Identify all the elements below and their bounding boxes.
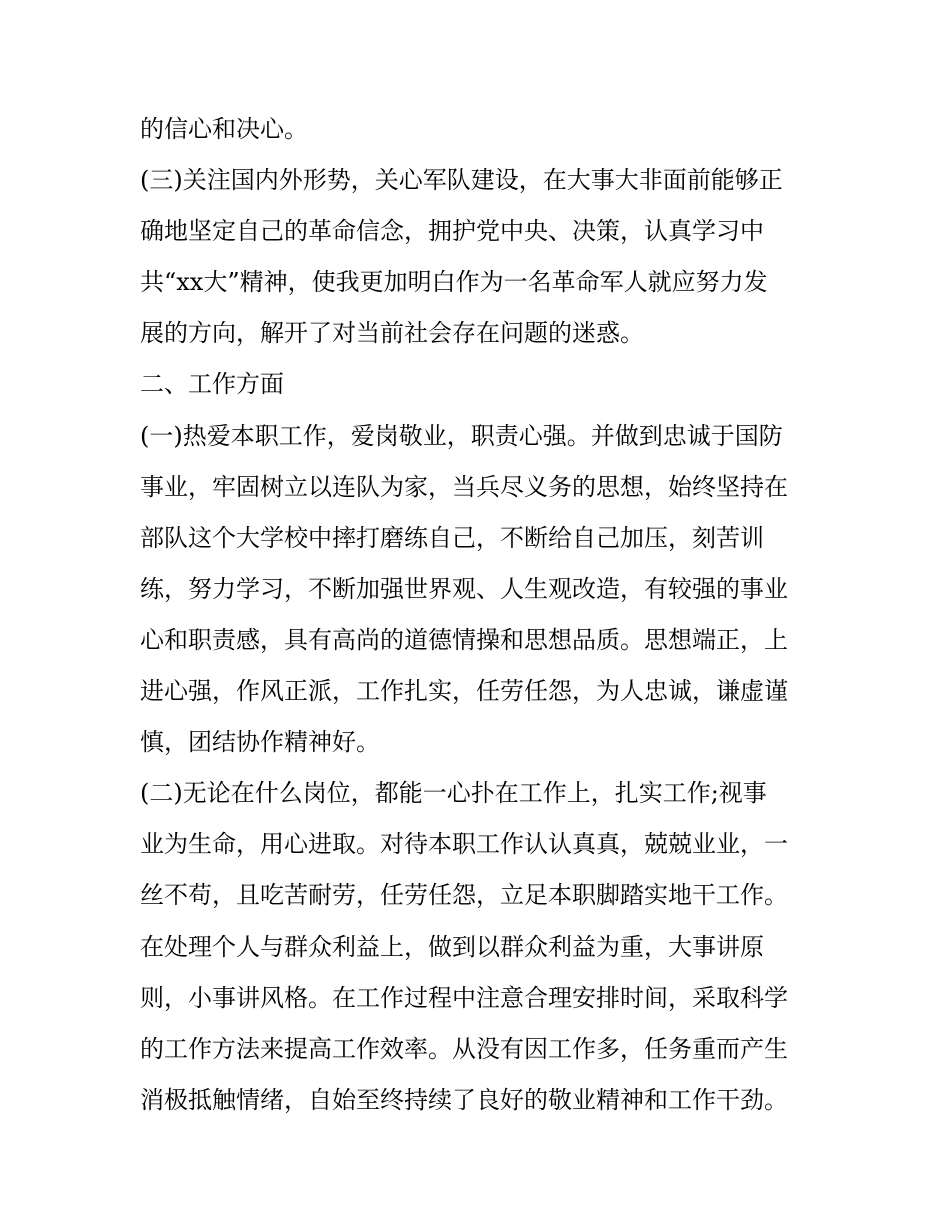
text-line-2: (三)关注国内外形势，关心军队建设，在大事大非面前能够正 [140, 166, 783, 195]
text-line-7: (一)热爱本职工作，爱岗敬业，职责心强。并做到忠诚于国防 [140, 421, 783, 450]
text-line-3: 确地坚定自己的革命信念，拥护党中央、决策，认真学习中 [140, 217, 764, 246]
text-line-9: 部队这个大学校中摔打磨练自己，不断给自己加压，刻苦训 [140, 523, 764, 552]
text-line-11: 心和职责感，具有高尚的道德情操和思想品质。思想端正，上 [140, 625, 788, 654]
text-line-12: 进心强，作风正派，工作扎实，任劳任怨，为人忠诚，谦虚谨 [140, 677, 788, 706]
text-line-15: 业为生命，用心进取。对待本职工作认认真真，兢兢业业，一 [140, 830, 788, 859]
section-heading-work: 二、工作方面 [140, 370, 284, 399]
text-line-14: (二)无论在什么岗位，都能一心扑在工作上，扎实工作;视事 [140, 779, 767, 808]
text-line-19: 的工作方法来提高工作效率。从没有因工作多，任务重而产生 [140, 1034, 788, 1063]
document-body [140, 104, 820, 1126]
text-line-17: 在处理个人与群众利益上，做到以群众利益为重，大事讲原 [140, 932, 764, 961]
text-line-16: 丝不苟，且吃苦耐劳，任劳任怨，立足本职脚踏实地干工作。 [140, 881, 788, 910]
text-line-18: 则，小事讲风格。在工作过程中注意合理安排时间，采取科学 [140, 983, 788, 1012]
text-line-1: 的信心和决心。 [140, 115, 308, 143]
text-line-13: 慎，团结协作精神好。 [140, 728, 380, 757]
text-line-5: 展的方向，解开了对当前社会存在问题的迷惑。 [140, 319, 644, 348]
text-line-8: 事业，牢固树立以连队为家，当兵尽义务的思想，始终坚持在 [140, 472, 788, 501]
text-line-20: 消极抵触情绪，自始至终持续了良好的敬业精神和工作干劲。 [140, 1085, 788, 1114]
text-line-10: 练，努力学习，不断加强世界观、人生观改造，有较强的事业 [140, 574, 788, 603]
text-line-4: 共“xx大”精神，使我更加明白作为一名革命军人就应努力发 [140, 268, 768, 297]
